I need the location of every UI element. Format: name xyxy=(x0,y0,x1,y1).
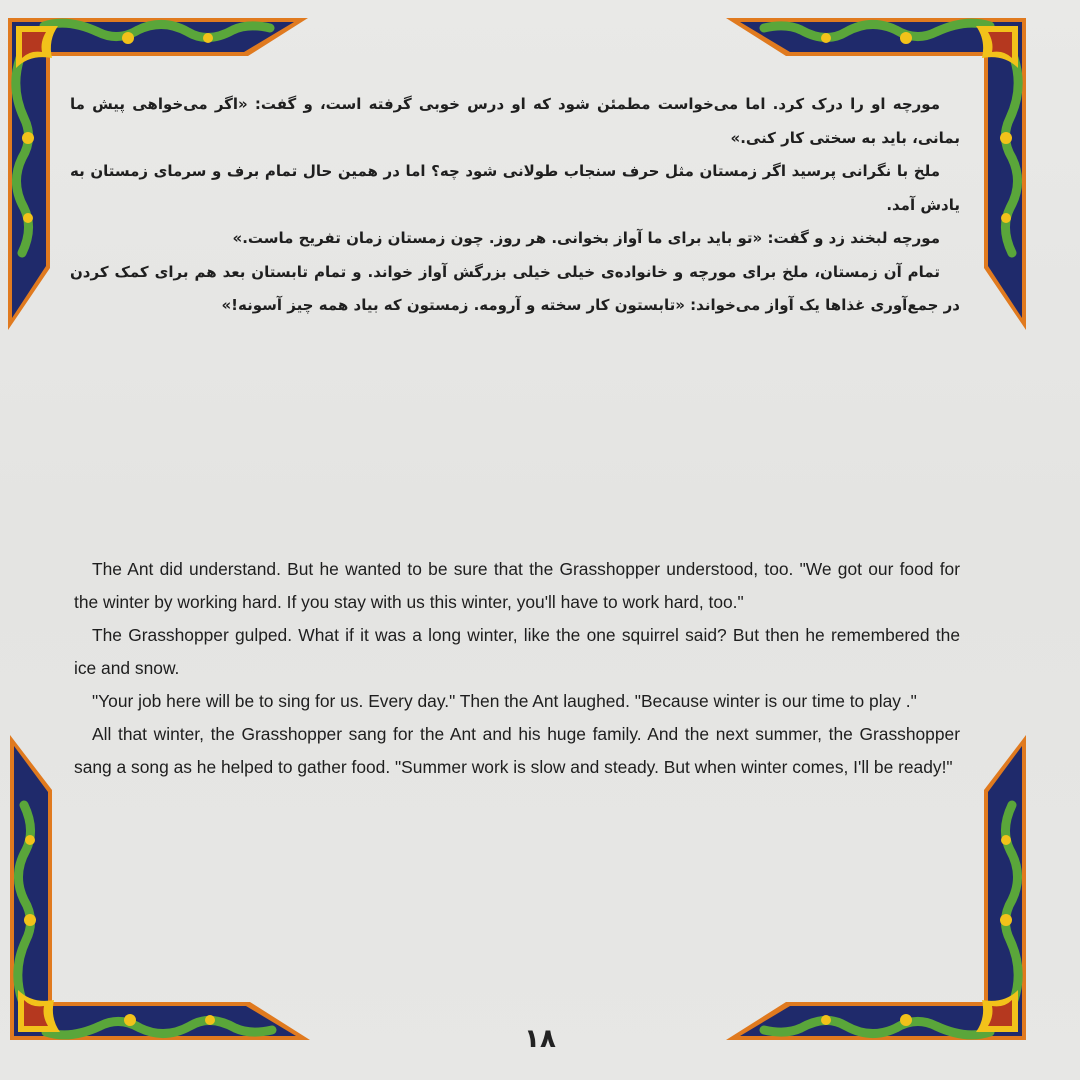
english-text-block xyxy=(74,553,960,784)
page-number: ۱۸ xyxy=(524,1024,556,1054)
english-paragraph: All that winter, the Grasshopper sang for the Ant and his huge family. And the next summer, the Grasshopper sang a song as he helped to gather food. "Summer work is slow and steady. But when winter comes, I'll be ready!" xyxy=(74,724,960,777)
persian-text-block xyxy=(70,88,960,323)
persian-paragraph: مورچه لبخند زد و گفت: «تو باید برای ما آواز بخوانی. هر روز. چون زمستان زمان تفریح ماست.» xyxy=(232,229,940,247)
english-paragraph: The Ant did understand. But he wanted to be sure that the Grasshopper understood, too. "We got our food for the winter by working hard. If you stay with us this winter, you'll have to work hard, too." xyxy=(74,559,960,612)
english-paragraph: The Grasshopper gulped. What if it was a long winter, like the one squirrel said? But then he remembered the ice and snow. xyxy=(74,625,960,678)
persian-paragraph: تمام آن زمستان، ملخ برای مورچه و خانواده‌ی خیلی خیلی بزرگش آواز خواند. و تمام تابستان بعد هم برای کمک کردن در جمع‌آوری غذاها یک آواز می‌خواند: «تابستون کار سخته و آرومه. زمستون که بیاد همه چیز آسونه!» xyxy=(70,262,960,314)
persian-paragraph: ملخ با نگرانی پرسید اگر زمستان مثل حرف سنجاب طولانی شود چه؟ اما در همین حال تمام برف و سرمای زمستان به یادش آمد. xyxy=(70,162,960,214)
english-paragraph: "Your job here will be to sing for us. Every day." Then the Ant laughed. "Because winter is our time to play ." xyxy=(92,691,917,711)
persian-paragraph: مورچه او را درک کرد. اما می‌خواست مطمئن شود که او درس خوبی گرفته است، و گفت: «اگر می‌خواهی پیش ما بمانی، باید به سختی کار کنی.» xyxy=(70,95,960,147)
